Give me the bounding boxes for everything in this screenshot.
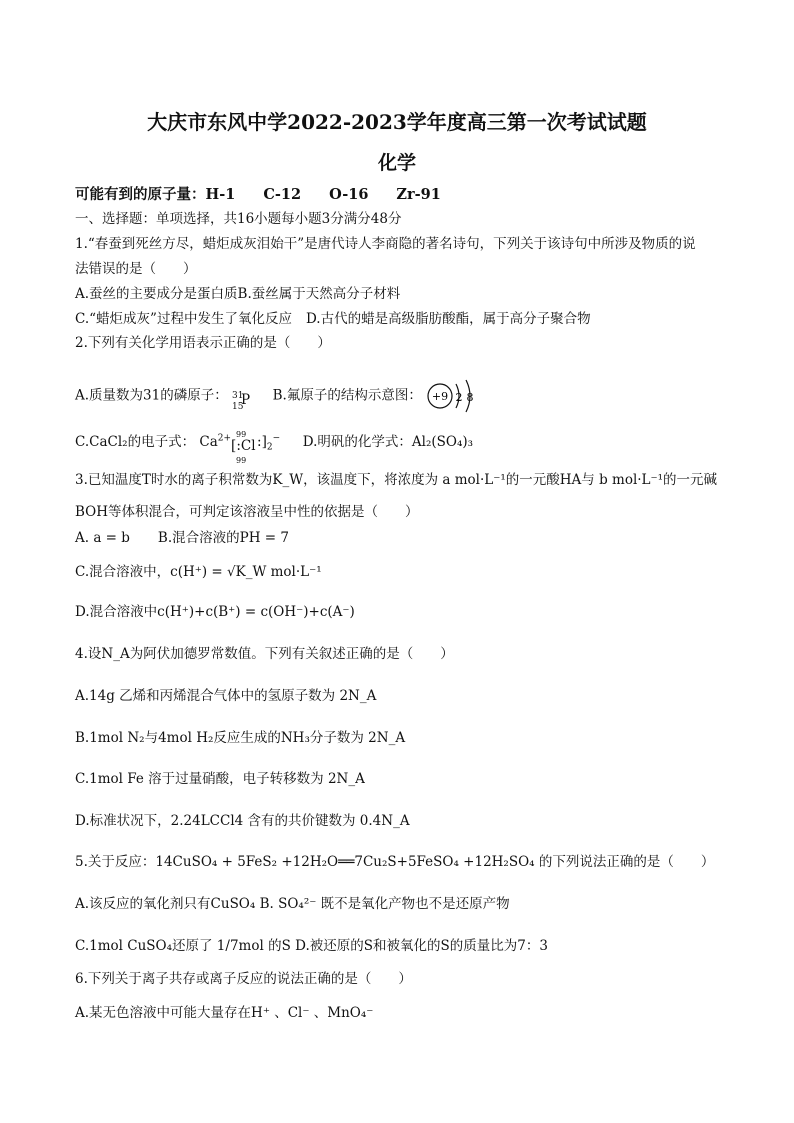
nuclide-atomic-number: 15 — [232, 402, 244, 412]
atom-nucleus-label: +9 — [432, 390, 449, 403]
phosphorus-nuclide — [232, 387, 251, 412]
q4-option-d: D.标准状况下，2.24LCCl4 含有的共价键数为 0.4N_A — [75, 813, 410, 829]
cl-open: [: — [231, 437, 241, 454]
q3-option-b: B.混合溶液的PH = 7 — [157, 530, 289, 546]
q1-option-c: C.“蜡炬成灰”过程中发生了氧化反应 — [75, 311, 292, 327]
atomic-masses-line — [75, 186, 441, 204]
q1-option-cd — [75, 310, 591, 328]
q4-option-a: A.14g 乙烯和丙烯混合气体中的氢原子数为 2N_A — [75, 688, 377, 704]
q1-option-ab: A.蚕丝的主要成分是蛋白质B.蚕丝属于天然高分子材料 — [75, 286, 401, 302]
nuclide-symbol: P — [241, 392, 251, 408]
alum-formula: Al₂(SO₄)₃ — [411, 434, 474, 450]
q3-stem-line1: 3.已知温度T时水的离子积常数为K_W，该温度下，将浓度为 a mol·L⁻¹的一元酸HA与 b mol·L⁻¹的一元碱 — [75, 472, 718, 488]
fluorine-atom-diagram-icon — [426, 376, 478, 416]
q2-option-a: A.质量数为31的磷原子： — [75, 387, 228, 404]
atomic-mass-item: Zr-91 — [396, 186, 441, 203]
q3-option-a: A. a = b — [75, 530, 130, 546]
cl-bottom-dots: 99 — [236, 455, 247, 465]
cl-symbol: Cl — [240, 437, 256, 454]
atomic-masses-label: 可能有到的原子量： — [75, 186, 206, 203]
nuclide-mass-number: 31 — [232, 391, 244, 401]
cl-close: :] — [257, 434, 267, 450]
section-heading: 一、选择题：单项选择，共16小题每小题3分满分48分 — [75, 211, 402, 227]
ca-ion: Ca — [199, 434, 218, 450]
cacl2-electron-formula — [199, 429, 284, 465]
q5-option-cd: C.1mol CuSO₄还原了 1/7mol 的S D.被还原的S和被氧化的S的质量比为7：3 — [75, 938, 548, 954]
q3-option-c: C.混合溶液中，c(H⁺) = √K_W mol·L⁻¹ — [75, 564, 322, 580]
q1-option-d: D.古代的蜡是高级脂肪酸酯，属于高分子聚合物 — [305, 311, 591, 327]
cl-charge: − — [272, 433, 281, 444]
q3-option-ab — [75, 529, 289, 547]
atomic-mass-item: H-1 — [205, 186, 236, 203]
exam-subject: 化学 — [377, 152, 416, 174]
q2-option-cd — [75, 429, 474, 465]
cl-subscript: 2 — [266, 442, 273, 453]
q6-stem: 6.下列关于离子共存或离子反应的说法正确的是（ ） — [75, 971, 412, 987]
q2-option-b: B.氟原子的结构示意图： — [272, 387, 422, 404]
atomic-mass-item: C-12 — [263, 186, 302, 203]
q3-option-d: D.混合溶液中c(H⁺)+c(B⁺) = c(OH⁻)+c(A⁻) — [75, 604, 355, 620]
q1-stem-line1: 1.“春蚕到死丝方尽，蜡炬成灰泪始干”是唐代诗人李商隐的著名诗句，下列关于该诗句中所涉及物质的说 — [75, 236, 696, 252]
q1-stem-line2: 法错误的是（ ） — [75, 261, 197, 277]
q3-stem-line2: BOH等体积混合，可判定该溶液呈中性的依据是（ ） — [75, 504, 419, 520]
atom-shell1-label: 2 — [455, 391, 463, 404]
q4-option-b: B.1mol N₂与4mol H₂反应生成的NH₃分子数为 2N_A — [75, 730, 406, 746]
atom-shell2-label: 8 — [466, 391, 474, 404]
q5-option-ab: A.该反应的氧化剂只有CuSO₄ B. SO₄²⁻ 既不是氧化产物也不是还原产物 — [75, 896, 510, 912]
q4-stem: 4.设N_A为阿伏加德罗常数值。下列有关叙述正确的是（ ） — [75, 646, 454, 662]
q5-stem: 5.关于反应：14CuSO₄ + 5FeS₂ +12H₂O══7Cu₂S+5FeSO₄ +12H₂SO₄ 的下列说法正确的是（ ） — [75, 854, 715, 870]
cl-dot-structure — [231, 429, 257, 465]
q2-option-d: D.明矾的化学式： — [302, 434, 412, 450]
q2-option-c: C.CaCl₂的电子式： — [75, 434, 196, 450]
exam-title: 大庆市东风中学2022-2023学年度高三第一次考试试题 — [147, 110, 647, 134]
q2-stem: 2.下列有关化学用语表示正确的是（ ） — [75, 335, 331, 351]
q2-option-ab — [75, 376, 478, 412]
q6-option-a: A.某无色溶液中可能大量存在H⁺ 、Cl⁻ 、MnO₄⁻ — [75, 1005, 374, 1021]
ca-charge: 2+ — [217, 433, 232, 444]
cl-top-dots: 99 — [236, 429, 247, 439]
atomic-mass-item: O-16 — [329, 186, 369, 203]
q4-option-c: C.1mol Fe 溶于过量硝酸，电子转移数为 2N_A — [75, 771, 365, 787]
